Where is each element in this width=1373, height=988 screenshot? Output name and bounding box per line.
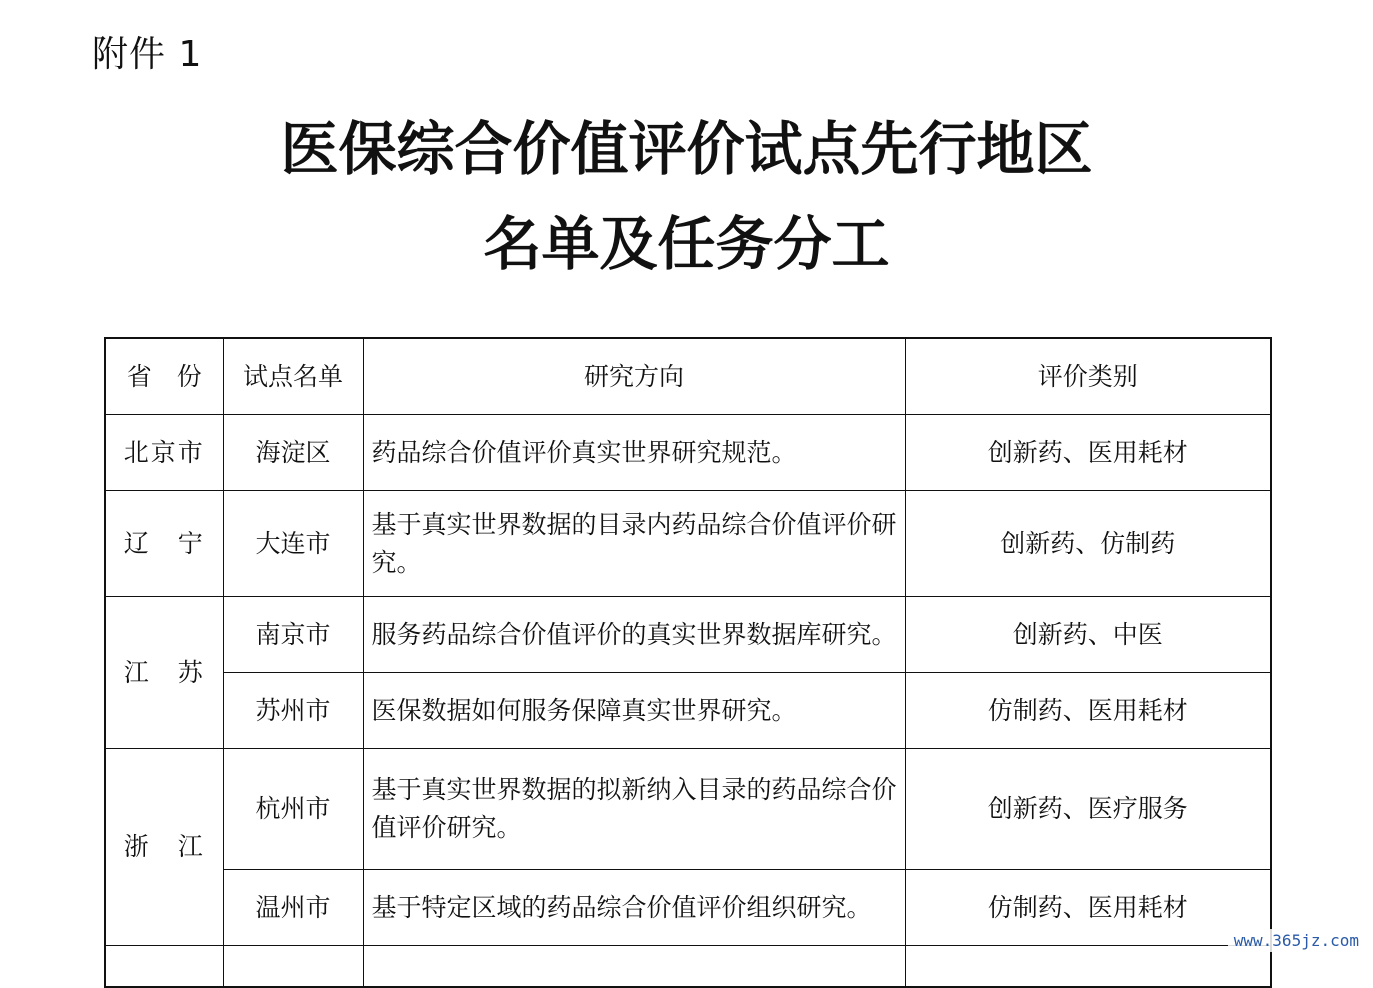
table-row bbox=[105, 870, 1271, 946]
cell-pilot: 苏州市 bbox=[223, 673, 363, 749]
cell-category: 仿制药、医用耗材 bbox=[905, 673, 1271, 749]
cell-pilot: 大连市 bbox=[223, 491, 363, 597]
cell-direction: 基于真实世界数据的拟新纳入目录的药品综合价值评价研究。 bbox=[363, 749, 905, 870]
cell-empty bbox=[905, 946, 1271, 988]
cell-pilot: 海淀区 bbox=[223, 415, 363, 491]
cell-pilot: 南京市 bbox=[223, 597, 363, 673]
header-province: 省 份 bbox=[105, 338, 223, 415]
header-pilot: 试点名单 bbox=[223, 338, 363, 415]
document-title-line2: 名单及任务分工 bbox=[483, 210, 890, 278]
document-title-line1: 医保综合价值评价试点先行地区 bbox=[280, 115, 1093, 183]
cell-province: 辽 宁 bbox=[105, 491, 223, 597]
cell-province: 浙 江 bbox=[105, 749, 223, 946]
header-direction: 研究方向 bbox=[363, 338, 905, 415]
cell-province: 江 苏 bbox=[105, 597, 223, 749]
attachment-label: 附件 1 bbox=[92, 34, 203, 75]
table-row bbox=[105, 597, 1271, 673]
cell-pilot: 温州市 bbox=[223, 870, 363, 946]
cell-direction: 药品综合价值评价真实世界研究规范。 bbox=[363, 415, 905, 491]
cell-direction: 服务药品综合价值评价的真实世界数据库研究。 bbox=[363, 597, 905, 673]
table-row bbox=[105, 673, 1271, 749]
watermark: www.365jz.com bbox=[1228, 929, 1365, 952]
table-row bbox=[105, 491, 1271, 597]
cell-category: 创新药、医用耗材 bbox=[905, 415, 1271, 491]
table-row bbox=[105, 749, 1271, 870]
cell-category: 仿制药、医用耗材 bbox=[905, 870, 1271, 946]
cell-empty bbox=[223, 946, 363, 988]
table-row bbox=[105, 415, 1271, 491]
cell-direction: 医保数据如何服务保障真实世界研究。 bbox=[363, 673, 905, 749]
cell-category: 创新药、医疗服务 bbox=[905, 749, 1271, 870]
cell-pilot: 杭州市 bbox=[223, 749, 363, 870]
cell-category: 创新药、中医 bbox=[905, 597, 1271, 673]
cell-province: 北京市 bbox=[105, 415, 223, 491]
header-category: 评价类别 bbox=[905, 338, 1271, 415]
cell-empty bbox=[363, 946, 905, 988]
cell-category: 创新药、仿制药 bbox=[905, 491, 1271, 597]
table-header-row bbox=[105, 338, 1271, 415]
table-row-partial bbox=[105, 946, 1271, 988]
pilot-table bbox=[104, 337, 1272, 988]
cell-direction: 基于特定区域的药品综合价值评价组织研究。 bbox=[363, 870, 905, 946]
cell-direction: 基于真实世界数据的目录内药品综合价值评价研究。 bbox=[363, 491, 905, 597]
cell-empty bbox=[105, 946, 223, 988]
